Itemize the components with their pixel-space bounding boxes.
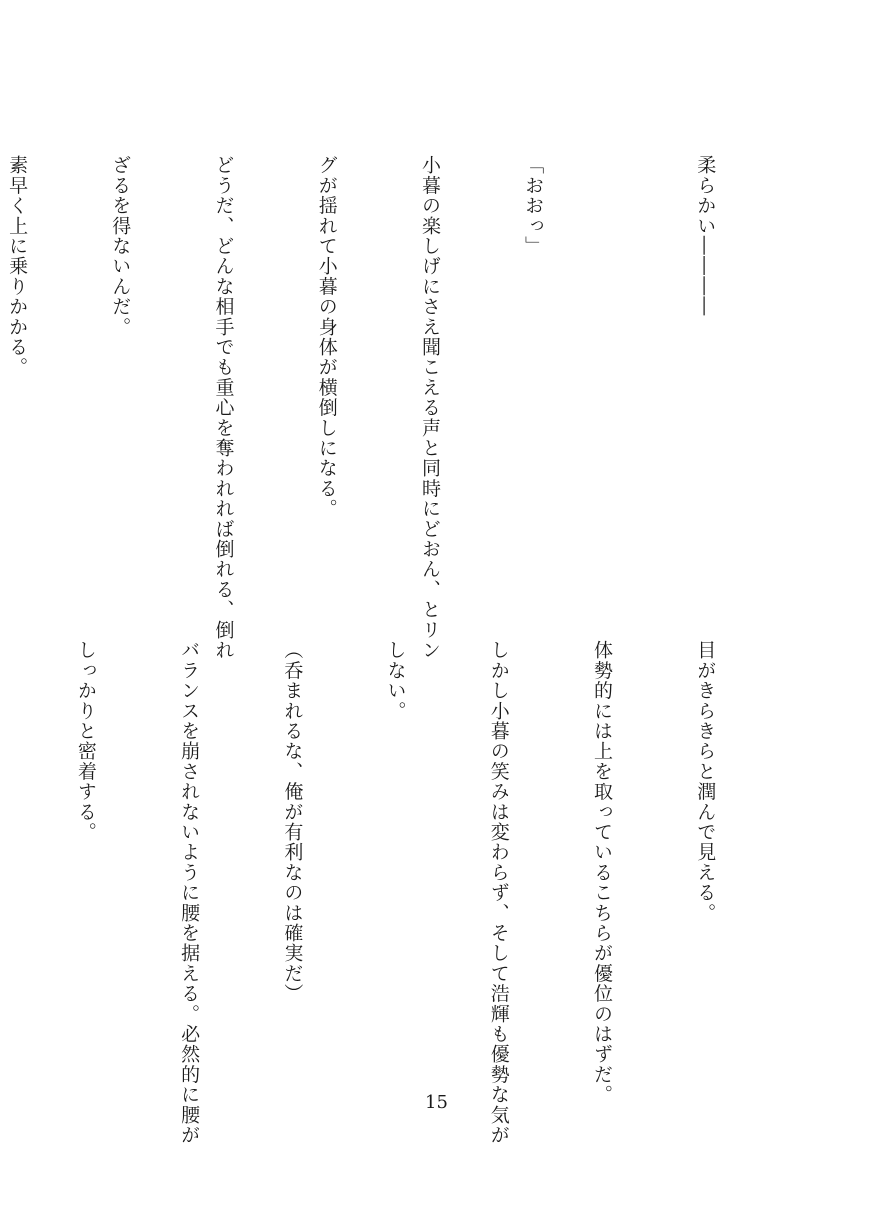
page-number: 15 [425,1092,448,1113]
text-line: バランスを崩されないように腰を据える。必然的に腰が [178,640,201,1145]
text-block-top [6,155,791,660]
text-line: 目がきらきらと潤んで見える。 [694,640,717,923]
text-line: どうだ、どんな相手でも重心を奪われれば倒れる、倒れ [212,155,235,660]
text-line: ざるを得ないんだ。 [109,155,132,337]
text-line: 体勢的には上を取っているこちらが優位のはずだ。 [590,640,613,1105]
text-line: グが揺れて小暮の身体が横倒しになる。 [315,155,338,519]
text-line: （呑まれるな、俺が有利なのは確実だ） [281,640,304,1004]
text-line: しっかりと密着する。 [74,640,97,842]
text-line: 「おおっ」 [522,155,545,256]
text-line: 柔らかい―――― [694,155,717,317]
text-line: しない。 [384,640,407,721]
text-line: しかし小暮の笑みは変わらず、そして浩輝も優勢な気が [487,640,510,1145]
text-line: 小暮の楽しげにさえ聞こえる声と同時にどおん、とリン [418,155,441,660]
text-line: 素早く上に乗りかかる。 [6,155,29,378]
